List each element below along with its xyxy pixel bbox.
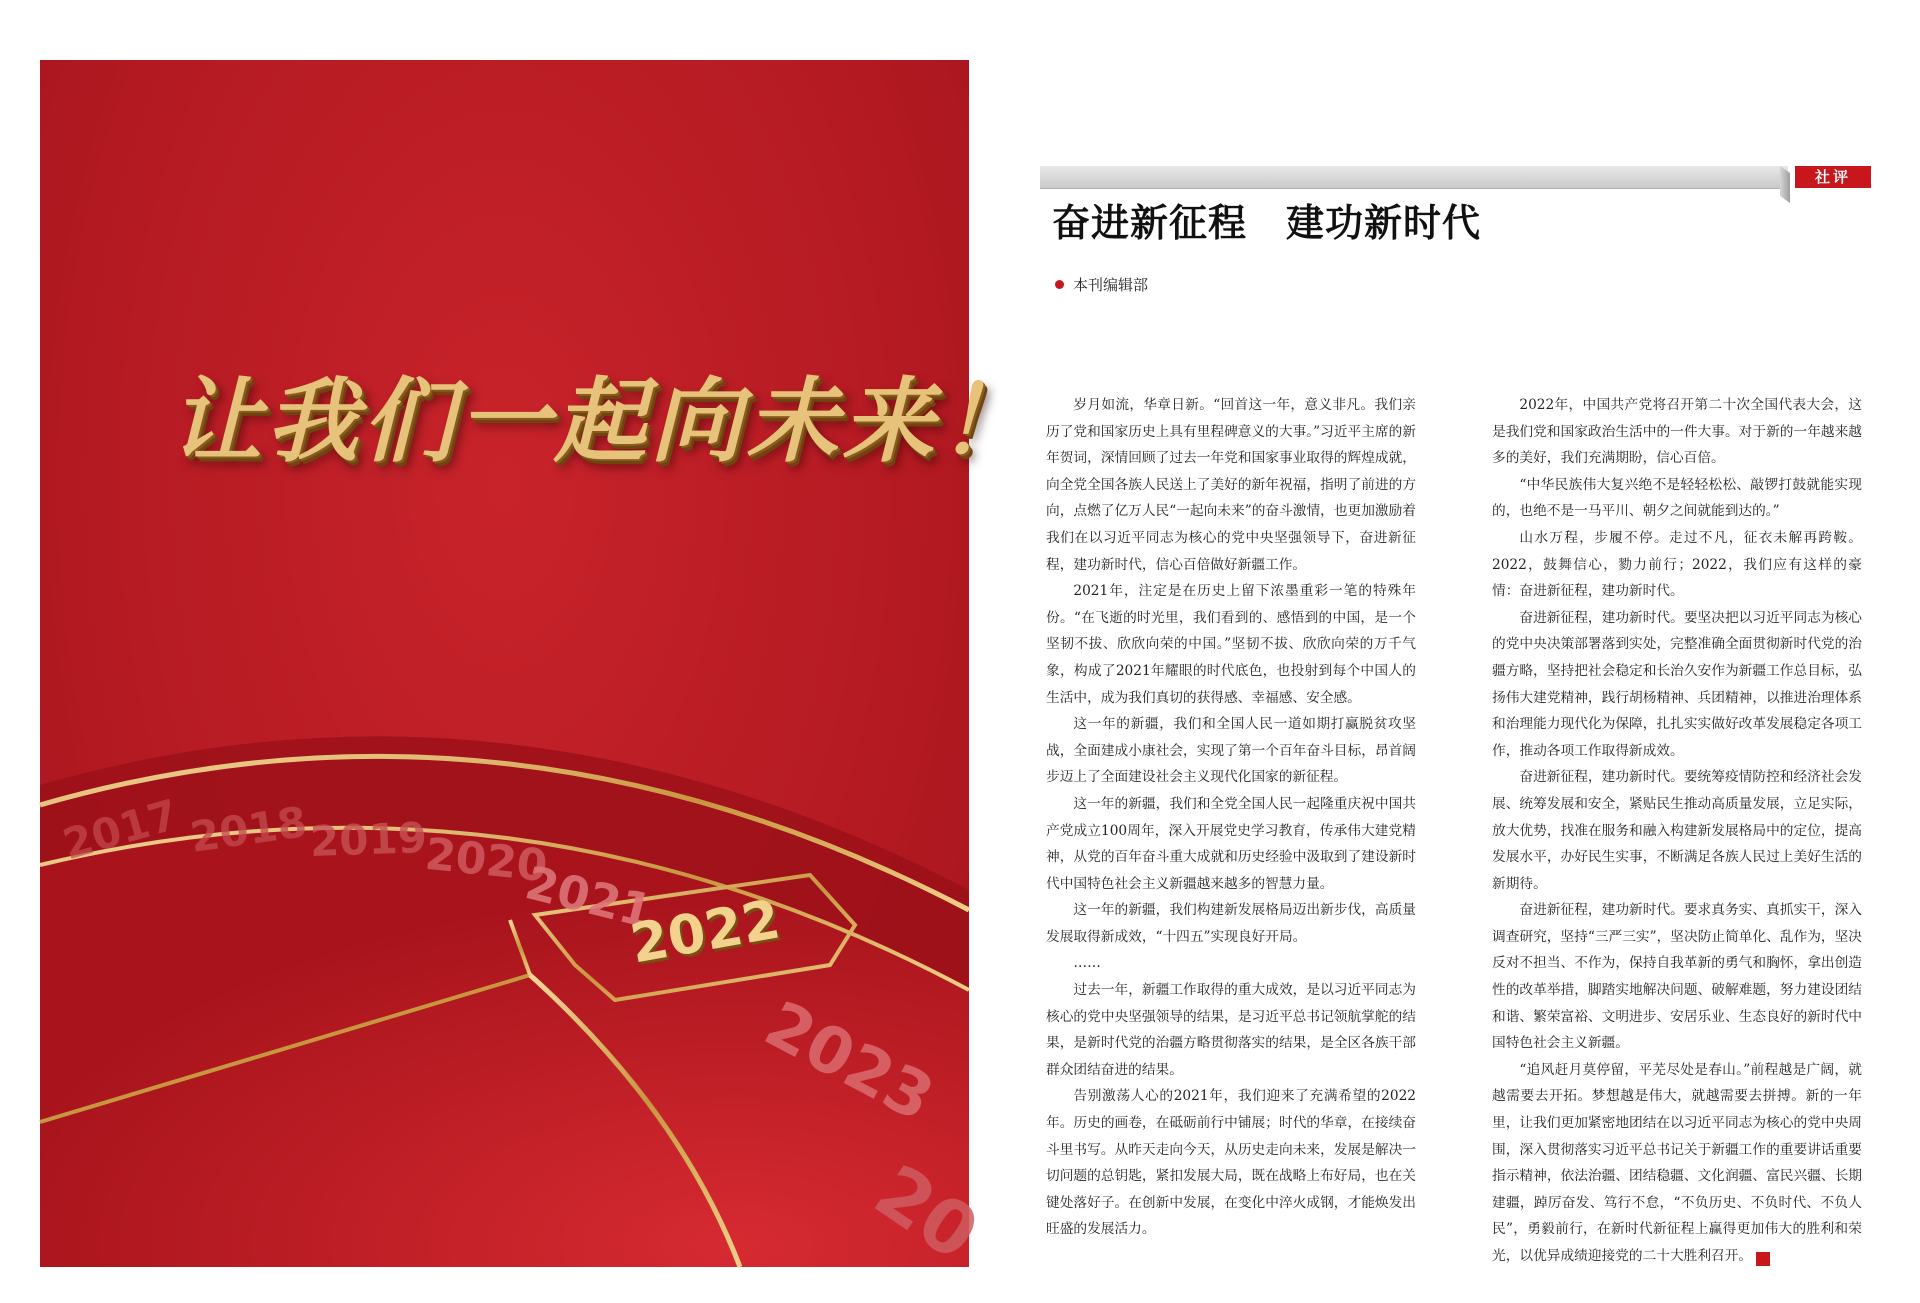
year-label: 2017 — [57, 789, 184, 870]
cover-title: 让我们一起向未来！ — [170, 368, 1035, 475]
year-label: 2019 — [309, 812, 428, 867]
header-bar-end — [1780, 166, 1790, 203]
year-dial-graphic — [40, 60, 1035, 1267]
paragraph: 告别激荡人心的2021年，我们迎来了充满希望的2022年。历史的画卷，在砥砺前行中铺展；时代的华章，在接续奋斗里书写。从昨天走向今天，从历史走向未来，发展是解决一切问题的总钥匙，紧扣发展大局，既在战略上布好局，也在关键处落好子。在创新中发展，在变化中淬火成钢，才能焕发出旺盛的发展活力。 — [1046, 1088, 1416, 1238]
year-label: 2023 — [753, 987, 946, 1137]
year-label: 2018 — [187, 797, 310, 862]
paragraph: 岁月如流，华章日新。“回首这一年，意义非凡。我们亲历了党和国家历史上具有里程碑意义的大事。”习近平主席的新年贺词，深情回顾了过去一年党和国家事业取得的辉煌成就，向全党全国各族人民送上了美好的新年祝福，指明了前进的方向，点燃了亿万人民“一起向未来”的奋斗激情，也更加激励着我们在以习近平同志为核心的党中央坚强领导下，奋进新征程，建功新时代，信心百倍做好新疆工作。 — [1046, 397, 1416, 573]
paragraph: 山水万程，步履不停。走过不凡，征衣未解再跨鞍。2022，鼓舞信心，勠力前行；2022，我们应有这样的豪情：奋进新征程，建功新时代。 — [1492, 529, 1862, 600]
paragraph-text: “追风赶月莫停留，平芜尽处是春山。”前程越是广阔，就越需要去开拓。梦想越是伟大，就越需要去拼搏。新的一年里，让我们更加紧密地团结在以习近平同志为核心的党中央周围，深入贯彻落实习近平总书记关于新疆工作的重要讲话重要指示精神，依法治疆、团结稳疆、文化润疆、富民兴疆、长期建疆，踔厉奋发、笃行不怠，“不负历史、不负时代、不负人民”，勇毅前行，在新时代新征程上赢得更加伟大的胜利和荣光，以优异成绩迎接党的二十大胜利召开。 — [1492, 1061, 1862, 1264]
paragraph: 这一年的新疆，我们和全国人民一道如期打赢脱贫攻坚战，全面建成小康社会，实现了第一个百年奋斗目标，昂首阔步迈上了全面建设社会主义现代化国家的新征程。 — [1046, 716, 1416, 786]
paragraph: 这一年的新疆，我们和全党全国人民一起隆重庆祝中国共产党成立100周年，深入开展党史学习教育，传承伟大建党精神，从党的百年奋斗重大成就和历史经验中汲取到了建设新时代中国特色社会主义新疆越来越多的智慧力量。 — [1046, 795, 1416, 892]
paragraph-last — [1492, 1057, 1862, 1270]
paragraph: 这一年的新疆，我们构建新发展格局迈出新步伐，高质量发展取得新成效，“十四五”实现良好开局。 — [1046, 902, 1416, 945]
text-column-left — [1046, 392, 1416, 1243]
paragraph: 奋进新征程，建功新时代。要求真务实、真抓实干，深入调查研究，坚持“三严三实”，坚决防止简单化、乱作为，坚决反对不担当、不作为，保持自我革新的勇气和胸怀，拿出创造性的改革举措，脚踏实地解决问题、破解难题，努力建设团结和谐、繁荣富裕、文明进步、安居乐业、生态良好的新时代中国特色社会主义新疆。 — [1492, 902, 1862, 1052]
year-label-current: 2022 — [625, 887, 785, 976]
paragraph: “中华民族伟大复兴绝不是轻轻松松、敲锣打鼓就能实现的，也绝不是一马平川、朝夕之间就能到达的。” — [1492, 476, 1862, 520]
end-mark-icon: J — [1756, 1252, 1770, 1266]
header-bar — [1040, 166, 1788, 189]
year-label: 2020 — [422, 828, 550, 893]
article-page — [1000, 0, 1920, 1303]
paragraph: 奋进新征程，建功新时代。要统筹疫情防控和经济社会发展、统筹发展和安全，紧贴民生推动高质量发展，立足实际，放大优势，找准在服务和融入构建新发展格局中的定位，提高发展水平，办好民生实事，不断满足各族人民过上美好生活的新期待。 — [1492, 769, 1862, 892]
section-tag: 社评 — [1795, 166, 1871, 188]
bullet-dot-icon — [1055, 280, 1064, 289]
byline — [1055, 274, 1148, 295]
byline-text: 本刊编辑部 — [1073, 276, 1149, 294]
year-label: 20 — [859, 1148, 994, 1278]
paragraph: 2022年，中国共产党将召开第二十次全国代表大会，这是我们党和国家政治生活中的一件大事。对于新的一年越来越多的美好，我们充满期盼，信心百倍。 — [1492, 397, 1862, 467]
cover-image — [40, 60, 1035, 1278]
year-label: 2021 — [520, 855, 658, 939]
paragraph: 过去一年，新疆工作取得的重大成效，是以习近平同志为核心的党中央坚强领导的结果，是习近平总书记领航掌舵的结果，是新时代党的治疆方略贯彻落实的结果，是全区各族干部群众团结奋进的结果。 — [1046, 982, 1416, 1078]
paragraph: 2021年，注定是在历史上留下浓墨重彩一笔的特殊年份。“在飞逝的时光里，我们看到的、感悟到的中国，是一个坚韧不拔、欣欣向荣的中国。”坚韧不拔、欣欣向荣的万千气象，构成了2021年耀眼的时代底色，也投射到每个中国人的生活中，成为我们真切的获得感、幸福感、安全感。 — [1046, 583, 1416, 706]
article-headline: 奋进新征程 建功新时代 — [1052, 201, 1482, 245]
paragraph: …… — [1073, 955, 1101, 972]
text-column-right — [1492, 392, 1862, 1270]
paragraph: 奋进新征程，建功新时代。要坚决把以习近平同志为核心的党中央决策部署落到实处，完整准确全面贯彻新时代党的治疆方略，坚持把社会稳定和长治久安作为新疆工作总目标，弘扬伟大建党精神，践行胡杨精神、兵团精神，以推进治理体系和治理能力现代化为保障，扎扎实实做好改革发展稳定各项工作，推动各项工作取得新成效。 — [1492, 609, 1862, 759]
